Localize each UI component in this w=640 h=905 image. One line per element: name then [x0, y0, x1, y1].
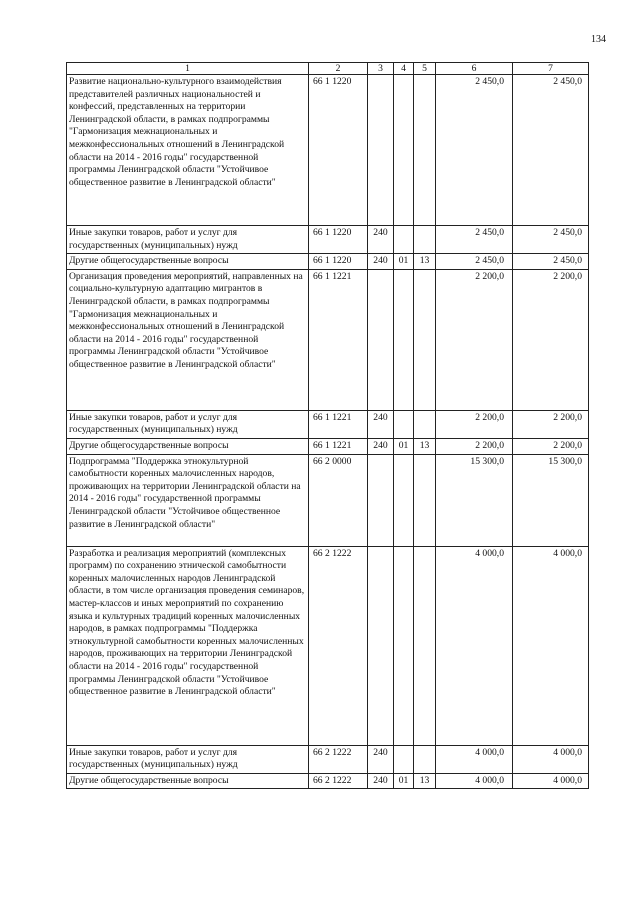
- row-value-col7: 2 200,0: [513, 438, 589, 454]
- row-name: Подпрограмма "Поддержка этнокультурной самобытности коренных малочисленных народов, проживающих на территории Ленинградской области на 2014 - 2016 годы" государственной программы Ленинградской области "Устойчивое общественное развитие в Ленинградской области": [67, 454, 309, 546]
- row-value-col7: 4 000,0: [513, 745, 589, 773]
- row-name: Иные закупки товаров, работ и услуг для государственных (муниципальных) нужд: [67, 745, 309, 773]
- row-col5: [414, 410, 436, 438]
- row-value-col7: 2 450,0: [513, 75, 589, 226]
- row-value-col7: 2 200,0: [513, 269, 589, 410]
- header-col-4: 4: [394, 63, 414, 75]
- row-name: Другие общегосударственные вопросы: [67, 254, 309, 270]
- row-code: 66 2 1222: [309, 745, 368, 773]
- row-col4: [394, 269, 414, 410]
- row-col5: [414, 75, 436, 226]
- header-col-2: 2: [309, 63, 368, 75]
- row-code: 66 1 1221: [309, 438, 368, 454]
- header-col-7: 7: [513, 63, 589, 75]
- row-name: Другие общегосударственные вопросы: [67, 438, 309, 454]
- row-name: Организация проведения мероприятий, направленных на социально-культурную адаптацию мигрантов в Ленинградской области, в рамках подпрограммы "Гармонизация межнациональных и межконфессиональных отношений в Ленинградской области на 2014 - 2016 годы" государственной программы Ленинградской области "Устойчивое общественное развитие в Ленинградской области": [67, 269, 309, 410]
- table-row: [67, 410, 589, 438]
- header-col-5: 5: [414, 63, 436, 75]
- row-col5: 13: [414, 773, 436, 789]
- row-value-col6: 2 450,0: [436, 254, 513, 270]
- row-col3: 240: [368, 745, 394, 773]
- table-row: [67, 269, 589, 410]
- row-value-col7: 4 000,0: [513, 773, 589, 789]
- row-value-col7: 2 450,0: [513, 254, 589, 270]
- row-col4: [394, 410, 414, 438]
- table-header-row: [67, 63, 589, 75]
- table-row: [67, 75, 589, 226]
- row-code: 66 1 1220: [309, 254, 368, 270]
- row-col4: [394, 226, 414, 254]
- row-name: Другие общегосударственные вопросы: [67, 773, 309, 789]
- row-col4: 01: [394, 254, 414, 270]
- page-number: 134: [591, 34, 606, 45]
- row-col5: [414, 269, 436, 410]
- header-col-1: 1: [67, 63, 309, 75]
- row-col3: [368, 75, 394, 226]
- row-col5: [414, 745, 436, 773]
- row-name: Иные закупки товаров, работ и услуг для государственных (муниципальных) нужд: [67, 226, 309, 254]
- row-value-col6: 4 000,0: [436, 773, 513, 789]
- header-col-3: 3: [368, 63, 394, 75]
- row-col4: [394, 745, 414, 773]
- row-col4: [394, 546, 414, 745]
- row-name: Разработка и реализация мероприятий (комплексных программ) по сохранению этнической самобытности коренных малочисленных народов Ленинградской области, в том числе организация проведения семинаров, мастер-классов и иных мероприятий по сохранению языка и культурных традиций коренных малочисленных народов, в рамках подпрограммы "Поддержка этнокультурной самобытности коренных малочисленных народов, проживающих на территории Ленинградской области на 2014 - 2016 годы" государственной программы Ленинградской области "Устойчивое общественное развитие в Ленинградской области": [67, 546, 309, 745]
- row-code: 66 1 1220: [309, 75, 368, 226]
- table-row: [67, 773, 589, 789]
- row-col3: 240: [368, 773, 394, 789]
- row-code: 66 2 0000: [309, 454, 368, 546]
- row-code: 66 2 1222: [309, 546, 368, 745]
- row-col4: [394, 75, 414, 226]
- row-code: 66 1 1221: [309, 269, 368, 410]
- row-col3: [368, 546, 394, 745]
- row-col4: 01: [394, 773, 414, 789]
- header-col-6: 6: [436, 63, 513, 75]
- row-value-col7: 4 000,0: [513, 546, 589, 745]
- table-row: [67, 254, 589, 270]
- row-value-col6: 2 200,0: [436, 269, 513, 410]
- row-col5: 13: [414, 254, 436, 270]
- row-col4: 01: [394, 438, 414, 454]
- row-col3: 240: [368, 410, 394, 438]
- row-name: Развитие национально-культурного взаимодействия представителей различных национальностей и конфессий, представленных на территории Ленинградской области, в рамках подпрограммы "Гармонизация межнациональных и межконфессиональных отношений в Ленинградской области на 2014 - 2016 годы" государственной программы Ленинградской области "Устойчивое общественное развитие в Ленинградской области": [67, 75, 309, 226]
- table-row: [67, 745, 589, 773]
- budget-table: [66, 62, 589, 789]
- row-value-col7: 2 200,0: [513, 410, 589, 438]
- row-value-col6: 2 200,0: [436, 410, 513, 438]
- row-col3: [368, 269, 394, 410]
- row-code: 66 1 1220: [309, 226, 368, 254]
- table-row: [67, 454, 589, 546]
- row-col3: 240: [368, 438, 394, 454]
- row-value-col6: 2 200,0: [436, 438, 513, 454]
- row-col5: [414, 226, 436, 254]
- row-value-col7: 2 450,0: [513, 226, 589, 254]
- row-code: 66 1 1221: [309, 410, 368, 438]
- row-name: Иные закупки товаров, работ и услуг для государственных (муниципальных) нужд: [67, 410, 309, 438]
- row-col3: 240: [368, 254, 394, 270]
- row-value-col6: 4 000,0: [436, 546, 513, 745]
- row-value-col6: 4 000,0: [436, 745, 513, 773]
- row-col5: [414, 546, 436, 745]
- row-col3: [368, 454, 394, 546]
- table-row: [67, 546, 589, 745]
- row-col3: 240: [368, 226, 394, 254]
- table-row: [67, 438, 589, 454]
- row-code: 66 2 1222: [309, 773, 368, 789]
- row-value-col7: 15 300,0: [513, 454, 589, 546]
- row-col5: 13: [414, 438, 436, 454]
- row-value-col6: 2 450,0: [436, 75, 513, 226]
- table-row: [67, 226, 589, 254]
- row-value-col6: 2 450,0: [436, 226, 513, 254]
- row-value-col6: 15 300,0: [436, 454, 513, 546]
- row-col4: [394, 454, 414, 546]
- row-col5: [414, 454, 436, 546]
